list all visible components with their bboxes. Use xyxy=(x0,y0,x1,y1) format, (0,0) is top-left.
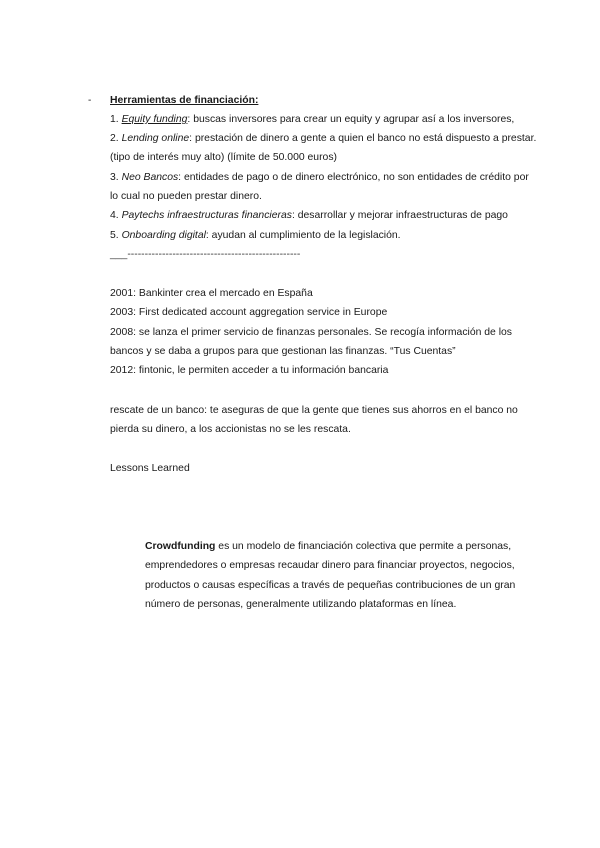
crowdfunding-definition-line-3: productos o causas específicas a través de pequeñas contribuciones de un gran xyxy=(145,580,516,591)
timeline-2008-cont: bancos y se daba a grupos para que gestionan las finanzas. “Tus Cuentas” xyxy=(110,346,456,357)
crowdfunding-term: Crowdfunding xyxy=(145,541,216,552)
tool-item-2: 2. Lending online: prestación de dinero a gente a quien el banco no está dispuesto a prestar. xyxy=(110,133,537,144)
tool-item-3-cont: lo cual no pueden prestar dinero. xyxy=(110,191,262,202)
lessons-learned-label: Lessons Learned xyxy=(110,463,190,474)
separator-line: ___-------------------------------------------------- xyxy=(110,249,301,260)
timeline-2012: 2012: fintonic, le permiten acceder a tu información bancaria xyxy=(110,365,389,376)
section-heading: Herramientas de financiación: xyxy=(110,95,259,106)
rescate-paragraph-line-1: rescate de un banco: te aseguras de que la gente que tienes sus ahorros en el banco no xyxy=(110,405,518,416)
crowdfunding-definition-line-4: número de personas, generalmente utilizando plataformas en línea. xyxy=(145,599,457,610)
tool-item-1: 1. Equity funding: buscas inversores para crear un equity y agrupar así a los inversores, xyxy=(110,114,515,125)
rescate-paragraph-line-2: pierda su dinero, a los accionistas no se les rescata. xyxy=(110,424,351,435)
timeline-2008: 2008: se lanza el primer servicio de finanzas personales. Se recogía información de los xyxy=(110,327,512,338)
tool-item-2-cont: (tipo de interés muy alto) (límite de 50.000 euros) xyxy=(110,152,337,163)
tool-item-4: 4. Paytechs infraestructuras financieras: desarrollar y mejorar infraestructuras de pago xyxy=(110,210,508,221)
crowdfunding-definition-line-2: emprendedores o empresas recaudar dinero para financiar proyectos, negocios, xyxy=(145,560,515,571)
crowdfunding-definition-line-1: Crowdfunding es un modelo de financiación colectiva que permite a personas, xyxy=(145,541,512,552)
timeline-2001: 2001: Bankinter crea el mercado en España xyxy=(110,288,313,299)
timeline-2003: 2003: First dedicated account aggregation service in Europe xyxy=(110,307,388,318)
tool-item-3: 3. Neo Bancos: entidades de pago o de dinero electrónico, no son entidades de crédito por xyxy=(110,172,529,183)
tool-item-5: 5. Onboarding digital: ayudan al cumplimiento de la legislación. xyxy=(110,230,401,241)
list-bullet: - xyxy=(88,95,92,106)
